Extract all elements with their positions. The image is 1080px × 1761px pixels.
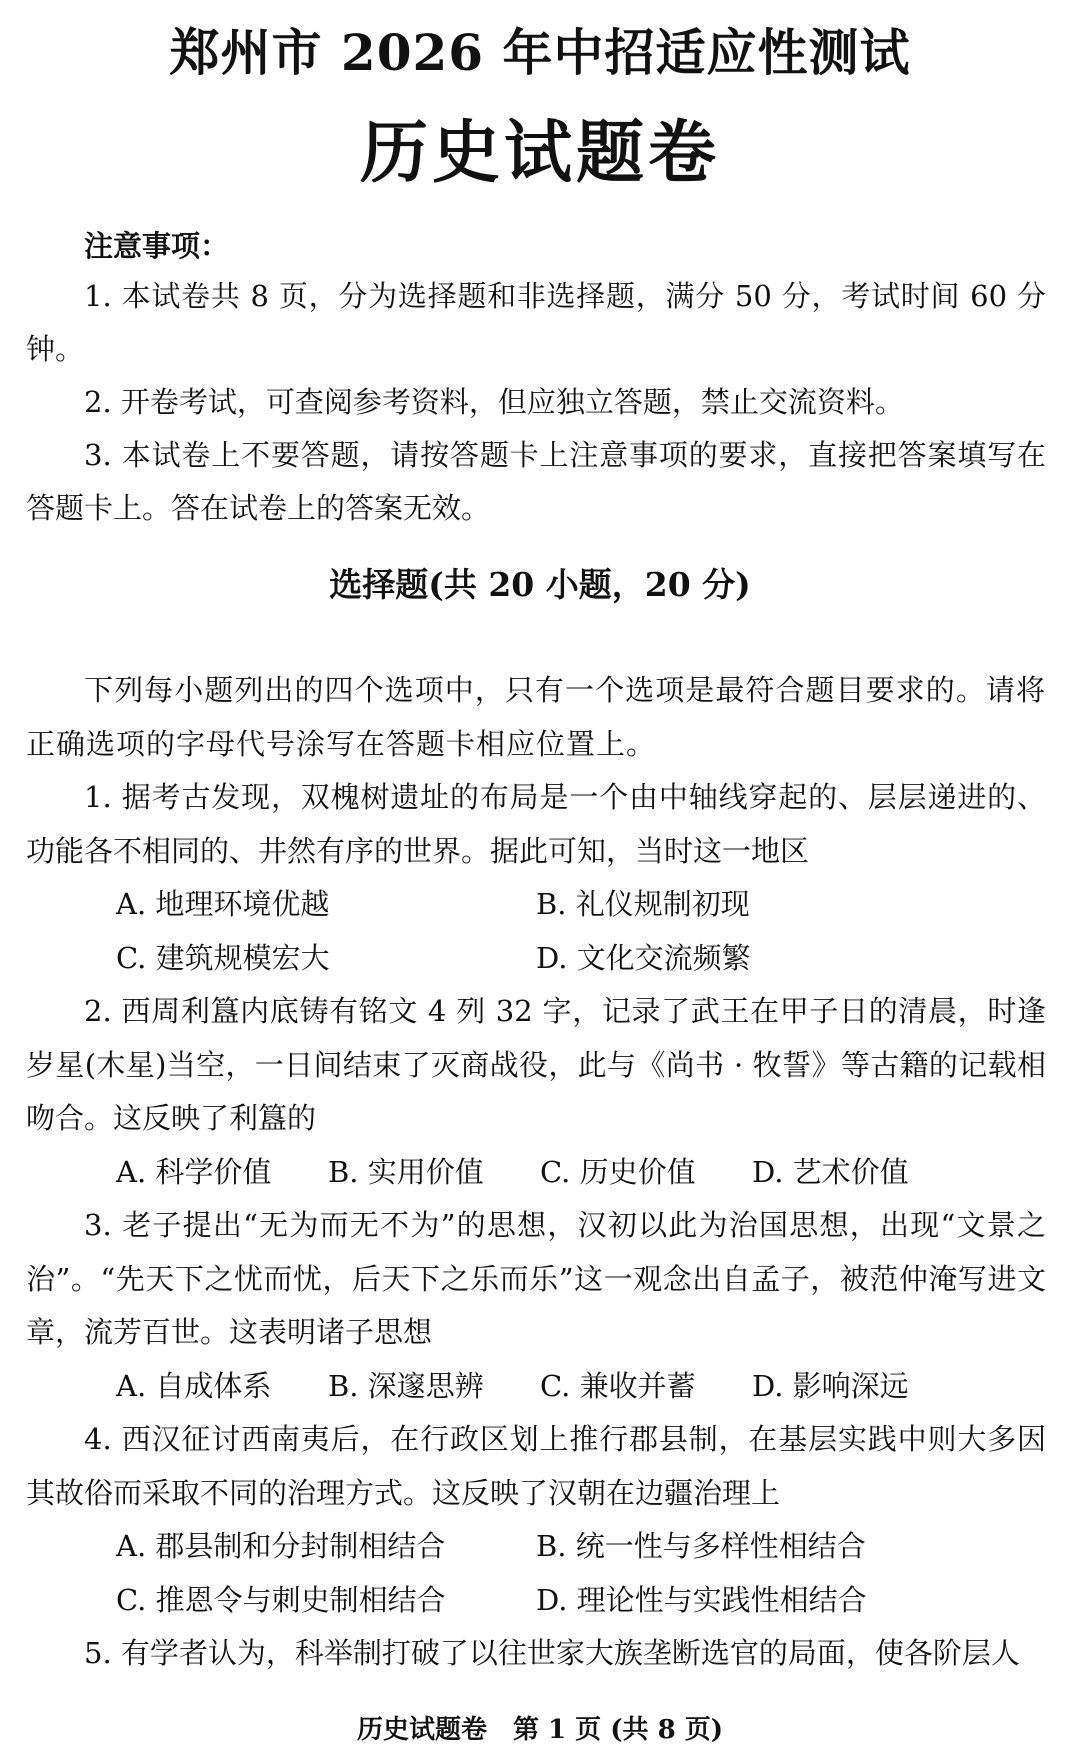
notice-item-1: 1. 本试卷共 8 页，分为选择题和非选择题，满分 50 分，考试时间 60 分钟。 xyxy=(26,279,1046,366)
page-footer: 历史试题卷 第 1 页 (共 8 页) xyxy=(356,1715,724,1745)
option-d: D. 理论性与实践性相结合 xyxy=(536,1582,867,1617)
question-stem: 2. 西周利簋内底铸有铭文 4 列 32 字，记录了武王在甲子日的清晨，时逢岁星(木星)当空，一日间结束了灭商战役，此与《尚书 · 牧誓》等古籍的记载相吻合。这反映了利簋的 xyxy=(26,994,1046,1135)
option-c: C. 推恩令与刺史制相结合 xyxy=(116,1582,446,1617)
question-stem: 4. 西汉征讨西南夷后，在行政区划上推行郡县制，在基层实践中则大多因其故俗而采取不同的治理方式。这反映了汉朝在边疆治理上 xyxy=(26,1422,1046,1510)
option-d: D. 文化交流频繁 xyxy=(536,940,751,975)
notice-item-3: 3. 本试卷上不要答题，请按答题卡上注意事项的要求，直接把答案填写在答题卡上。答在试卷上的答案无效。 xyxy=(26,438,1046,525)
option-b: B. 实用价值 xyxy=(328,1154,484,1189)
question-options xyxy=(26,1146,1046,1200)
question-2 xyxy=(26,985,1046,1199)
notice-heading: 注意事项： xyxy=(84,229,230,263)
question-5 xyxy=(26,1627,1046,1681)
notice-item-2: 2. 开卷考试，可查阅参考资料，但应独立答题，禁止交流资料。 xyxy=(84,385,904,419)
question-options xyxy=(26,878,1046,985)
option-a: A. 自成体系 xyxy=(116,1368,272,1403)
question-stem: 5. 有学者认为，科举制打破了以往世家大族垄断选官的局面，使各阶层人 xyxy=(84,1636,1020,1670)
option-b: B. 礼仪规制初现 xyxy=(536,887,750,921)
option-d: D. 影响深远 xyxy=(752,1368,909,1403)
question-options xyxy=(26,1520,1046,1627)
option-b: B. 统一性与多样性相结合 xyxy=(536,1529,866,1563)
option-a: A. 郡县制和分封制相结合 xyxy=(116,1529,446,1563)
question-1 xyxy=(26,771,1046,985)
option-a: A. 科学价值 xyxy=(116,1154,272,1189)
option-a: A. 地理环境优越 xyxy=(116,887,330,921)
question-stem: 3. 老子提出“无为而无不为”的思想，汉初以此为治国思想，出现“文景之治”。“先天下之忧而忧，后天下之乐而乐”这一观念出自孟子，被范仲淹写进文章，流芳百世。这表明诸子思想 xyxy=(26,1208,1046,1349)
question-3 xyxy=(26,1199,1046,1413)
option-c: C. 建筑规模宏大 xyxy=(116,940,330,975)
questions-area xyxy=(26,664,1046,1681)
option-c: C. 历史价值 xyxy=(540,1154,696,1189)
section-instruction: 下列每小题列出的四个选项中，只有一个选项是最符合题目要求的。请将正确选项的字母代号涂写在答题卡相应位置上。 xyxy=(26,673,1046,761)
question-4 xyxy=(26,1413,1046,1627)
option-b: B. 深邃思辨 xyxy=(328,1368,484,1403)
notice-section xyxy=(26,222,1046,535)
option-d: D. 艺术价值 xyxy=(752,1154,909,1189)
question-options xyxy=(26,1360,1046,1414)
question-stem: 1. 据考古发现，双槐树遗址的布局是一个由中轴线穿起的、层层递进的、功能各不相同的、井然有序的世界。据此可知，当时这一地区 xyxy=(26,780,1046,868)
option-c: C. 兼收并蓄 xyxy=(540,1368,696,1403)
section-title: 选择题(共 20 小题，20 分) xyxy=(329,565,751,604)
exam-title: 郑州市 2026 年中招适应性测试 xyxy=(169,23,911,82)
exam-subtitle: 历史试题卷 xyxy=(359,113,720,193)
